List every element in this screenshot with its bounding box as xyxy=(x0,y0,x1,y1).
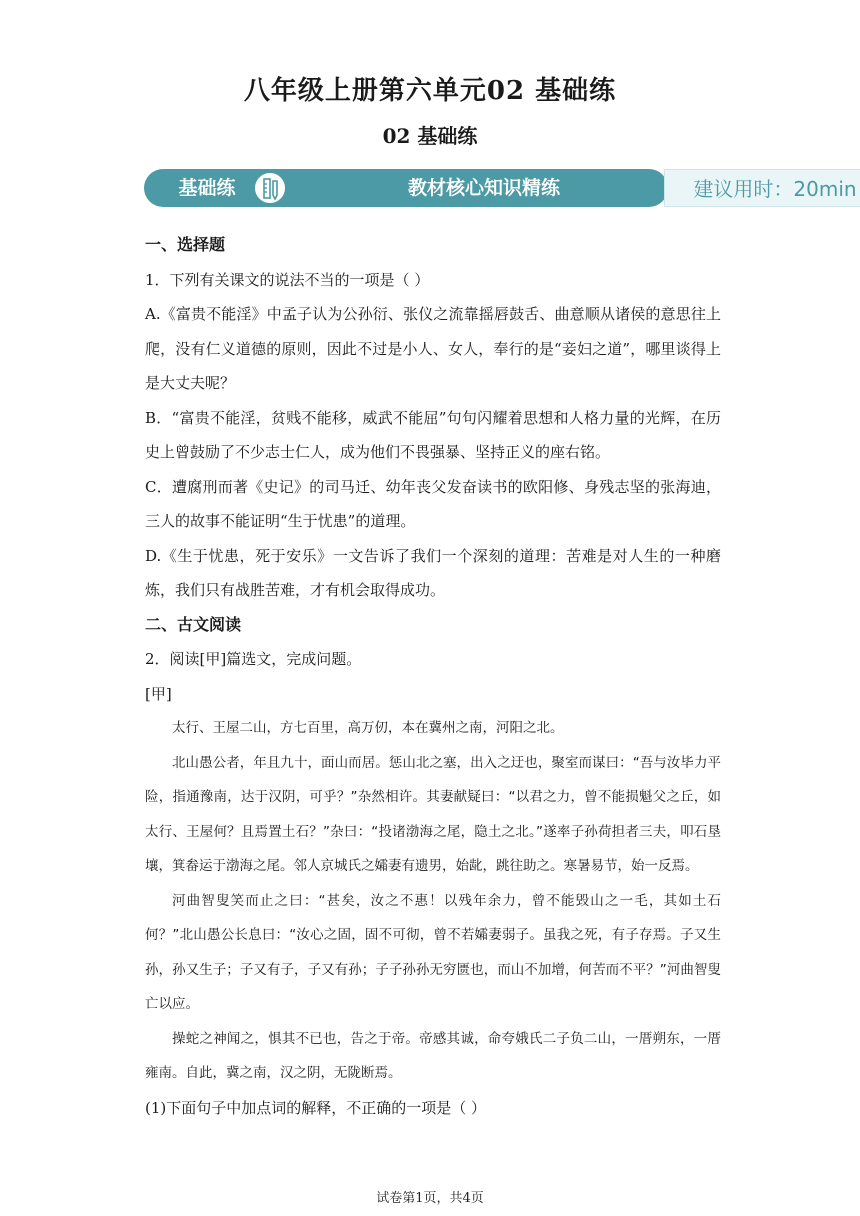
question-2-stem: 2．阅读[甲]篇选文，完成问题。 xyxy=(145,650,362,668)
banner-middle-label: 教材核心知识精练 xyxy=(270,169,668,207)
option-b: B．“富贵不能淫，贫贱不能移，威武不能屈”句句闪耀着思想和人格力量的光辉，在历史上曾鼓励了不少志士仁人，成为他们不畏强暴、坚持正义的座右铭。 xyxy=(145,408,721,461)
section-heading-choice: 一、选择题 xyxy=(145,235,226,254)
passage-paragraph: 北山愚公者，年且九十，面山而居。惩山北之塞，出入之迂也，聚室而谋曰：“吾与汝毕力平险，指通豫南，达于汉阴，可乎？”杂然相许。其妻献疑曰：“以君之力，曾不能损魁父之丘，如太行、王屋何？且焉置土石？”杂曰：“投诸渤海之尾，隐土之北。”遂率子孙荷担者三夫，叩石垦壤，箕畚运于渤海之尾。邻人京城氏之孀妻有遗男，始龀，跳往助之。寒暑易节，始一反焉。 xyxy=(145,754,721,874)
option-a: A.《富贵不能淫》中孟子认为公孙衍、张仪之流靠摇唇鼓舌、曲意顺从诸侯的意思往上爬，没有仁义道德的原则，因此不过是小人、女人，奉行的是“妾妇之道”，哪里谈得上是大丈夫呢？ xyxy=(145,305,721,392)
page-title: 八年级上册第六单元02 基础练 xyxy=(243,76,617,106)
option-d: D.《生于忧患，死于安乐》一文告诉了我们一个深刻的道理：苦难是对人生的一种磨炼，我们只有战胜苦难，才有机会取得成功。 xyxy=(145,546,721,599)
section-heading-reading: 二、古文阅读 xyxy=(145,614,242,634)
page-footer: 试卷第1页，共4页 xyxy=(376,1191,484,1206)
ruler-pencil-icon xyxy=(253,171,287,205)
banner-time-label: 建议用时：20min xyxy=(664,169,860,207)
banner-left-label: 基础练 xyxy=(144,169,270,207)
practice-banner xyxy=(144,169,857,207)
passage-paragraph: 太行、王屋二山，方七百里，高万仞，本在冀州之南，河阳之北。 xyxy=(172,720,564,736)
passage-paragraph: 操蛇之神闻之，惧其不已也，告之于帝。帝感其诚，命夸娥氏二子负二山，一厝朔东，一厝雍南。自此，冀之南，汉之阴，无陇断焉。 xyxy=(145,1030,721,1081)
exam-content xyxy=(145,228,721,1125)
option-c: C．遭腐刑而著《史记》的司马迁、幼年丧父发奋读书的欧阳修、身残志坚的张海迪，三人的故事不能证明“生于忧患”的道理。 xyxy=(145,477,721,530)
question-1-stem: 1．下列有关课文的说法不当的一项是（ ） xyxy=(145,270,430,289)
passage-label: [甲] xyxy=(145,684,172,703)
passage-paragraph: 河曲智叟笑而止之曰：“甚矣，汝之不惠！以残年余力，曾不能毁山之一毛，其如土石何？”北山愚公长息曰：“汝心之固，固不可彻，曾不若孀妻弱子。虽我之死，有子存焉。子又生孙，孙又生子；子又有子，子又有孙；子子孙孙无穷匮也，而山不加增，何苦而不平？”河曲智叟亡以应。 xyxy=(145,892,721,1012)
sub-question-1: (1)下面句子中加点词的解释，不正确的一项是（ ） xyxy=(145,1098,487,1117)
page-subtitle: 02 基础练 xyxy=(382,124,478,148)
